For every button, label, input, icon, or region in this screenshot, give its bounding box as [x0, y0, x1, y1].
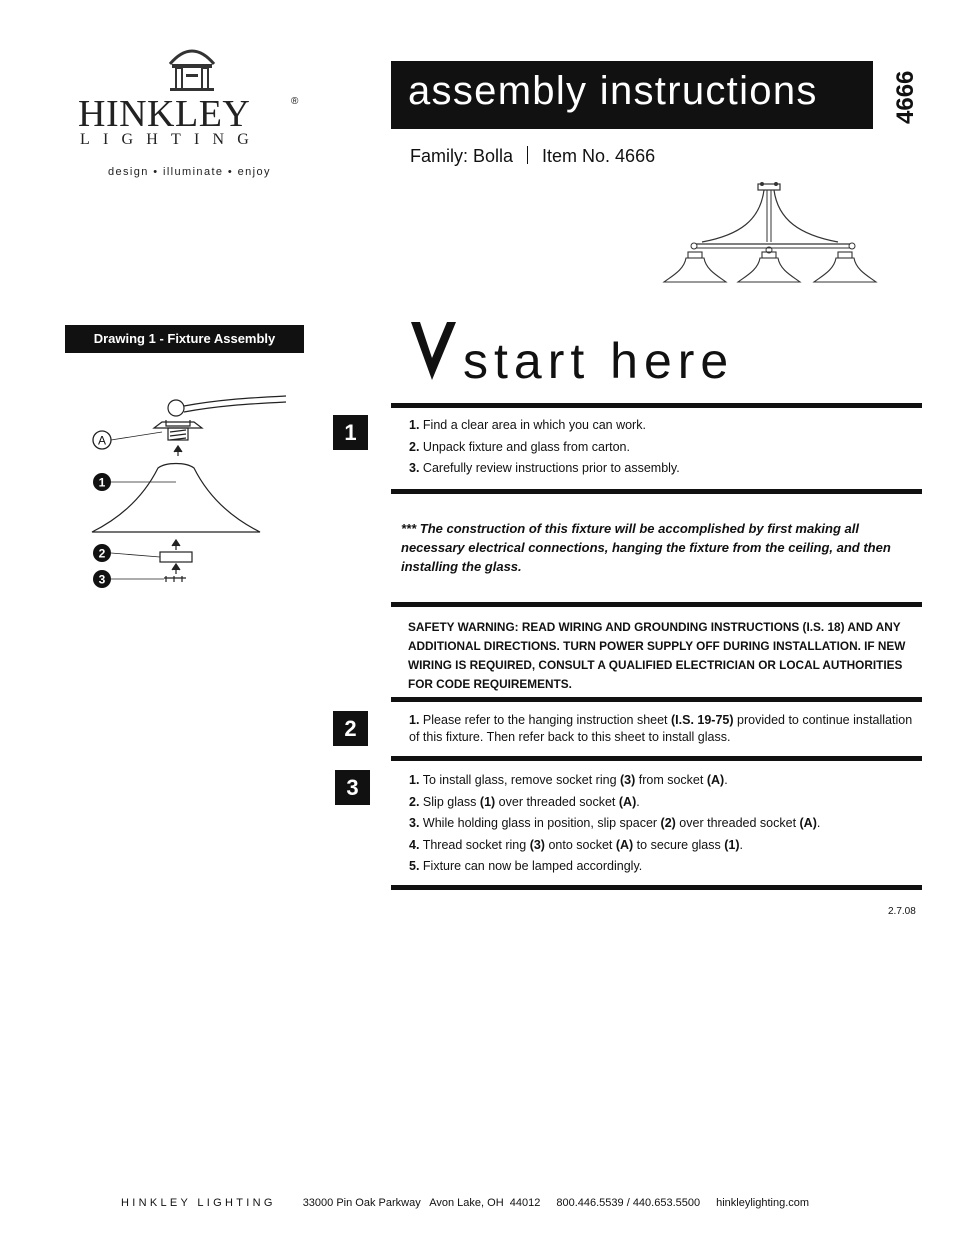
rule-step2-bottom — [391, 756, 922, 761]
step-3-list — [409, 770, 820, 878]
hinkley-logo — [78, 44, 304, 184]
logo-registered-mark: ® — [291, 96, 299, 107]
list-item: 1. Find a clear area in which you can work. — [409, 418, 646, 432]
start-arrow-icon — [410, 320, 460, 382]
footer-brand: HINKLEY LIGHTING — [121, 1197, 276, 1209]
list-item: 3. While holding glass in position, slip spacer (2) over threaded socket (A). — [409, 816, 821, 830]
list-item: 5. Fixture can now be lamped accordingly. — [409, 859, 643, 873]
safety-warning: SAFETY WARNING: READ WIRING AND GROUNDING INSTRUCTIONS (I.S. 18) AND ANY ADDITIONAL DIRECTIONS. TURN POWER SUPPLY OFF DURING INSTALLATION. IF NEW WIRING IS REQUIRED, CONSULT A QUALIFIED ELECTRICIAN OR LOCAL AUTHORITIES FOR CODE REQUIREMENTS. — [408, 620, 906, 691]
fixture-assembly-drawing — [86, 392, 316, 592]
list-item: 1. To install glass, remove socket ring (3) from socket (A). — [409, 773, 728, 787]
list-item: 3. Carefully review instructions prior to assembly. — [409, 461, 680, 475]
logo-brand: HINKLEY — [78, 93, 251, 135]
step-3-badge: 3 — [335, 770, 370, 805]
step-2-badge: 2 — [333, 711, 368, 746]
callout-2-label: 2 — [98, 546, 106, 561]
callout-a-label: A — [97, 433, 107, 448]
rule-step3-bottom — [391, 885, 922, 890]
logo-emblem-icon — [164, 44, 220, 92]
footer-phone: 800.446.5539 / 440.653.5500 — [556, 1197, 701, 1209]
callout-1 — [93, 473, 176, 491]
step-2-text: 1. Please refer to the hanging instruction sheet (I.S. 19-75) provided to continue installation of this fixture. Then refer back to this sheet to install glass. — [409, 713, 913, 744]
list-item: 4. Thread socket ring (3) onto socket (A) to secure glass (1). — [409, 837, 743, 852]
page-title: assembly instructions — [408, 69, 818, 113]
callout-1-label: 1 — [98, 475, 106, 490]
rule-step1-bottom — [391, 489, 922, 494]
family-line — [410, 146, 655, 167]
item-number-vertical-text: 4666 — [892, 70, 919, 124]
footer-website[interactable]: hinkleylighting.com — [716, 1197, 810, 1209]
rule-step1-top — [391, 403, 922, 408]
drawing-label: Drawing 1 - Fixture Assembly — [65, 325, 304, 353]
family-label: Family: Bolla — [410, 146, 514, 166]
item-number-vertical — [888, 70, 928, 124]
start-here-heading: start here — [463, 333, 735, 389]
list-item: 2. Slip glass (1) over threaded socket (A). — [409, 794, 640, 809]
step-1-badge: 1 — [333, 415, 368, 450]
logo-sub: LIGHTING — [80, 131, 263, 148]
callout-3-label: 3 — [98, 572, 106, 587]
fixture-illustration — [660, 180, 920, 286]
list-item: 2. Unpack fixture and glass from carton. — [409, 439, 630, 454]
document-date: 2.7.08 — [888, 906, 916, 917]
family-separator — [527, 146, 528, 164]
item-label: Item No. 4666 — [542, 146, 656, 166]
rule-warning-bottom — [391, 697, 922, 702]
construction-note: *** The construction of this fixture will be accomplished by first making all necessary electrical connections, hanging the fixture from the ceiling, and then installing the glass. — [401, 521, 891, 574]
title-bar — [391, 61, 873, 129]
footer — [121, 1197, 809, 1209]
logo-tagline: design • illuminate • enjoy — [108, 166, 271, 178]
footer-address: 33000 Pin Oak Parkway Avon Lake, OH 44012 — [302, 1197, 541, 1209]
rule-warning-top — [391, 602, 922, 607]
step-1-list — [409, 415, 680, 480]
